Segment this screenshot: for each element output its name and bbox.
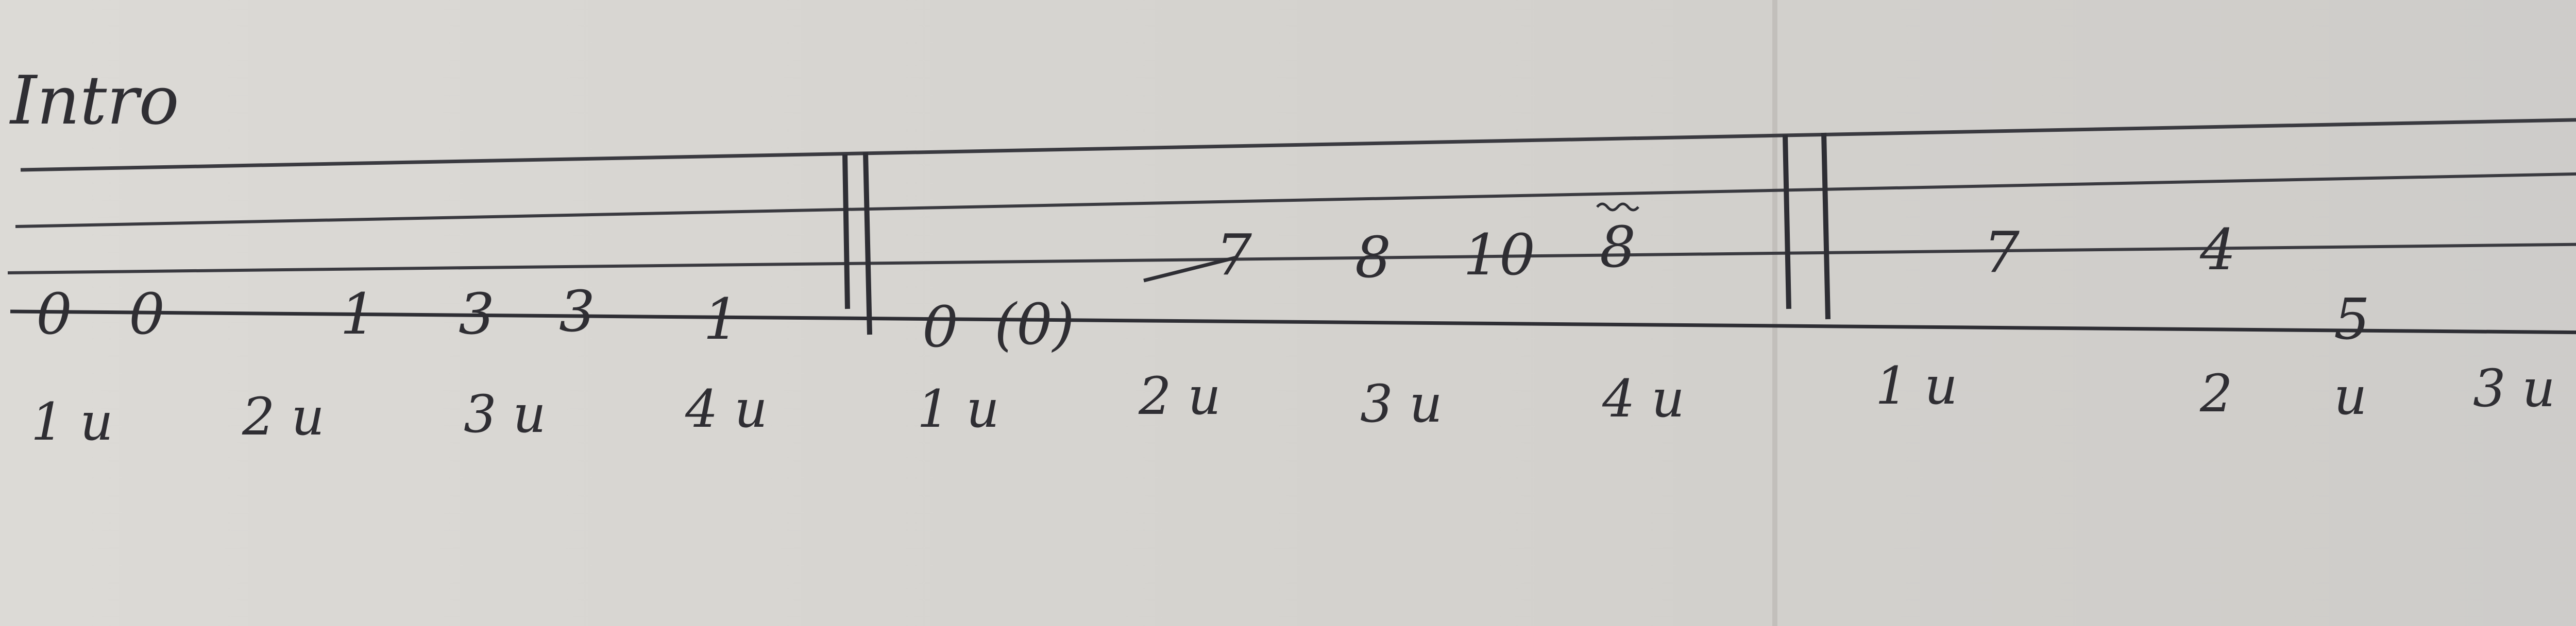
fret-number: 7 xyxy=(1216,222,1252,288)
count-label: u xyxy=(2334,366,2367,426)
count-label: 4 u xyxy=(685,379,768,439)
fret-number: 7 xyxy=(1984,219,2020,285)
fret-number: 1 xyxy=(340,281,376,347)
count-label: 1 u xyxy=(31,392,113,452)
fret-number: 5 xyxy=(2334,286,2370,352)
count-label: 1 u xyxy=(1875,356,1958,416)
count-label: 3 u xyxy=(464,384,546,444)
fret-number: (0) xyxy=(994,291,1075,357)
page-title: Intro xyxy=(10,61,179,140)
count-label: 3 u xyxy=(2473,358,2555,419)
staff-line-1 xyxy=(21,106,2576,170)
count-label: 1 u xyxy=(917,379,999,439)
fret-number: 8 xyxy=(1355,224,1391,290)
count-label: 2 u xyxy=(242,387,325,447)
count-label: 3 u xyxy=(1360,374,1443,434)
fret-number: 3 xyxy=(559,279,595,344)
barline-2a xyxy=(1785,135,1789,309)
staff-line-2 xyxy=(15,161,2576,227)
count-label: 2 xyxy=(2200,363,2233,424)
fret-number: 0 xyxy=(922,294,958,360)
fret-number: 10 xyxy=(1463,222,1535,288)
fret-number: 0 xyxy=(36,281,72,347)
fret-number: 3 xyxy=(459,281,495,347)
fret-number: 0 xyxy=(129,281,165,347)
fret-number: 1 xyxy=(703,286,739,352)
fret-number: 8 xyxy=(1600,214,1636,280)
barline-2b xyxy=(1824,133,1828,319)
staff-line-3 xyxy=(8,238,2576,273)
vibrato-mark xyxy=(1597,204,1638,210)
barline-1b xyxy=(866,152,870,335)
staff-line-4 xyxy=(10,311,2576,339)
fret-number: 4 xyxy=(2200,217,2236,283)
count-label: 4 u xyxy=(1602,369,1685,429)
count-label: 2 u xyxy=(1139,366,1221,426)
barline-1a xyxy=(845,154,848,309)
